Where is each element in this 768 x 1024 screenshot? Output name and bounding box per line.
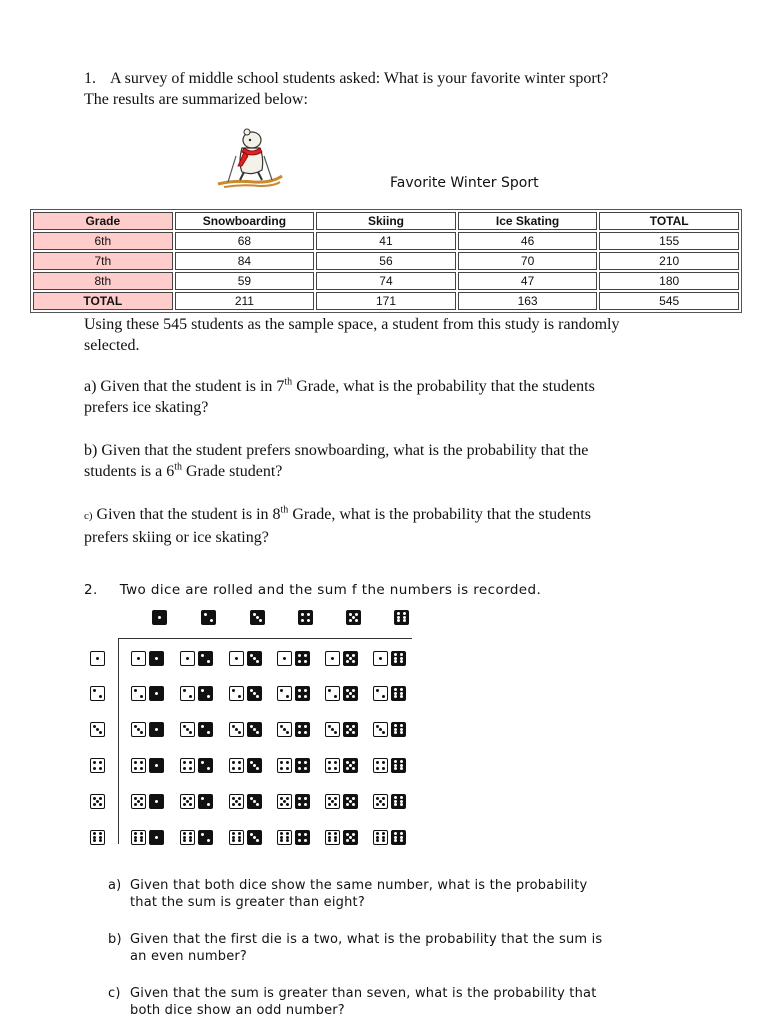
grid-divider-horizontal xyxy=(118,638,412,639)
die-6-icon xyxy=(391,758,406,773)
die-4-icon xyxy=(298,610,313,625)
die-2-icon xyxy=(373,686,388,701)
table-cell: 171 xyxy=(316,292,456,310)
table-cell: 84 xyxy=(175,252,315,270)
die-3-icon xyxy=(131,722,146,737)
q1b-sup: th xyxy=(174,461,182,473)
die-4-icon xyxy=(295,722,310,737)
die-2-icon xyxy=(198,830,213,845)
die-4-icon xyxy=(180,758,195,773)
die-3-icon xyxy=(247,794,262,809)
die-5-icon xyxy=(343,758,358,773)
die-2-icon xyxy=(198,722,213,737)
die-5-icon xyxy=(343,794,358,809)
grid-divider-vertical xyxy=(118,638,119,844)
die-5-icon xyxy=(343,651,358,666)
table-cell: 46 xyxy=(458,232,598,250)
table-cell: 59 xyxy=(175,272,315,290)
die-1-icon xyxy=(149,830,164,845)
table-cell: 180 xyxy=(599,272,739,290)
table-cell: 211 xyxy=(175,292,315,310)
die-2-icon xyxy=(180,686,195,701)
die-1-icon xyxy=(131,651,146,666)
die-1-icon xyxy=(180,651,195,666)
die-6-icon xyxy=(131,830,146,845)
q1c-text: Given that the student is in 8 xyxy=(92,506,281,523)
die-5-icon xyxy=(343,722,358,737)
die-3-icon xyxy=(247,686,262,701)
sample-line2: selected. xyxy=(84,337,140,354)
die-1-icon xyxy=(229,651,244,666)
die-1-icon xyxy=(149,758,164,773)
die-4-icon xyxy=(229,758,244,773)
die-3-icon xyxy=(250,610,265,625)
q1-intro-line1: A survey of middle school students asked: What is your favorite winter sport? xyxy=(110,70,609,87)
table-cell: 163 xyxy=(458,292,598,310)
q1c-label: c) xyxy=(84,510,93,522)
die-6-icon xyxy=(229,830,244,845)
die-5-icon xyxy=(131,794,146,809)
die-2-icon xyxy=(325,686,340,701)
table-cell: 56 xyxy=(316,252,456,270)
die-5-icon xyxy=(346,610,361,625)
die-3-icon xyxy=(247,758,262,773)
die-4-icon xyxy=(131,758,146,773)
die-3-icon xyxy=(373,722,388,737)
die-2-icon xyxy=(201,610,216,625)
die-6-icon xyxy=(391,686,406,701)
table-cell: 70 xyxy=(458,252,598,270)
die-3-icon xyxy=(325,722,340,737)
q2b-label: b) xyxy=(108,932,122,947)
die-1-icon xyxy=(149,651,164,666)
table-cell: 210 xyxy=(599,252,739,270)
q2a-label: a) xyxy=(108,878,122,893)
die-3-icon xyxy=(180,722,195,737)
q1a-line2: prefers ice skating? xyxy=(84,399,209,416)
die-4-icon xyxy=(373,758,388,773)
row-grade: 8th xyxy=(33,272,173,290)
row-grade: 6th xyxy=(33,232,173,250)
die-3-icon xyxy=(247,830,262,845)
die-2-icon xyxy=(90,686,105,701)
q2-part-a xyxy=(108,877,708,911)
table-cell: 74 xyxy=(316,272,456,290)
q2c-line2: both dice show an odd number? xyxy=(130,1003,345,1018)
table-cell: 68 xyxy=(175,232,315,250)
die-1-icon xyxy=(152,610,167,625)
die-3-icon xyxy=(247,722,262,737)
q1b-text-post: Grade student? xyxy=(182,463,283,480)
die-3-icon xyxy=(247,651,262,666)
q1b-line1: b) Given that the student prefers snowboarding, what is the probability that the xyxy=(84,442,589,459)
q1-intro-line2: The results are summarized below: xyxy=(84,91,308,108)
die-6-icon xyxy=(325,830,340,845)
q1-number: 1. xyxy=(84,70,96,87)
table-title: Favorite Winter Sport xyxy=(390,175,539,191)
die-1-icon xyxy=(373,651,388,666)
header-total: TOTAL xyxy=(599,212,739,230)
header-snowboarding: Snowboarding xyxy=(175,212,315,230)
die-3-icon xyxy=(229,722,244,737)
die-6-icon xyxy=(391,651,406,666)
die-2-icon xyxy=(198,686,213,701)
die-6-icon xyxy=(277,830,292,845)
die-2-icon xyxy=(198,794,213,809)
die-6-icon xyxy=(90,830,105,845)
q2-text: Two dice are rolled and the sum f the numbers is recorded. xyxy=(119,582,542,598)
die-1-icon xyxy=(149,686,164,701)
die-4-icon xyxy=(295,830,310,845)
table-cell: 545 xyxy=(599,292,739,310)
header-skiing: Skiing xyxy=(316,212,456,230)
header-grade: Grade xyxy=(33,212,173,230)
die-6-icon xyxy=(391,794,406,809)
q1a-sup: th xyxy=(284,376,293,388)
die-2-icon xyxy=(131,686,146,701)
die-4-icon xyxy=(90,758,105,773)
table-cell: 155 xyxy=(599,232,739,250)
q1c-text-post: Grade, what is the probability that the students xyxy=(288,506,591,523)
q2b-line2: an even number? xyxy=(130,949,248,964)
q2c-line1: Given that the sum is greater than seven, what is the probability that xyxy=(130,986,597,1001)
die-5-icon xyxy=(325,794,340,809)
header-ice-skating: Ice Skating xyxy=(458,212,598,230)
sample-line1: Using these 545 students as the sample space, a student from this study is randomly xyxy=(84,316,620,333)
die-6-icon xyxy=(391,722,406,737)
die-2-icon xyxy=(277,686,292,701)
q2a-line2: that the sum is greater than eight? xyxy=(130,895,365,910)
die-5-icon xyxy=(229,794,244,809)
die-6-icon xyxy=(391,830,406,845)
die-4-icon xyxy=(295,686,310,701)
q2b-line1: Given that the first die is a two, what is the probability that the sum is xyxy=(130,932,603,947)
die-1-icon xyxy=(149,722,164,737)
die-5-icon xyxy=(90,794,105,809)
die-5-icon xyxy=(343,830,358,845)
die-4-icon xyxy=(295,794,310,809)
die-1-icon xyxy=(277,651,292,666)
q2-part-c xyxy=(108,985,708,1019)
row-grade: TOTAL xyxy=(33,292,173,310)
q1b-text: students is a 6 xyxy=(84,463,175,480)
die-1-icon xyxy=(325,651,340,666)
q1c-line2: prefers skiing or ice skating? xyxy=(84,529,269,546)
die-1-icon xyxy=(149,794,164,809)
die-4-icon xyxy=(295,651,310,666)
row-grade: 7th xyxy=(33,252,173,270)
die-2-icon xyxy=(198,651,213,666)
table-cell: 47 xyxy=(458,272,598,290)
die-4-icon xyxy=(325,758,340,773)
die-6-icon xyxy=(394,610,409,625)
die-5-icon xyxy=(373,794,388,809)
die-6-icon xyxy=(373,830,388,845)
q1a-text: a) Given that the student is in 7 xyxy=(84,378,285,395)
q1a-text-post: Grade, what is the probability that the students xyxy=(292,378,595,395)
q2a-line1: Given that both dice show the same number, what is the probability xyxy=(130,878,588,893)
q2c-label: c) xyxy=(108,986,121,1001)
die-6-icon xyxy=(180,830,195,845)
q2-number: 2. xyxy=(84,582,98,598)
die-2-icon xyxy=(229,686,244,701)
q1c-sup: th xyxy=(280,504,289,516)
die-5-icon xyxy=(343,686,358,701)
q2-part-b xyxy=(108,931,708,965)
die-4-icon xyxy=(277,758,292,773)
die-4-icon xyxy=(295,758,310,773)
die-2-icon xyxy=(198,758,213,773)
die-1-icon xyxy=(90,651,105,666)
die-5-icon xyxy=(180,794,195,809)
die-5-icon xyxy=(277,794,292,809)
die-3-icon xyxy=(277,722,292,737)
table-cell: 41 xyxy=(316,232,456,250)
die-3-icon xyxy=(90,722,105,737)
